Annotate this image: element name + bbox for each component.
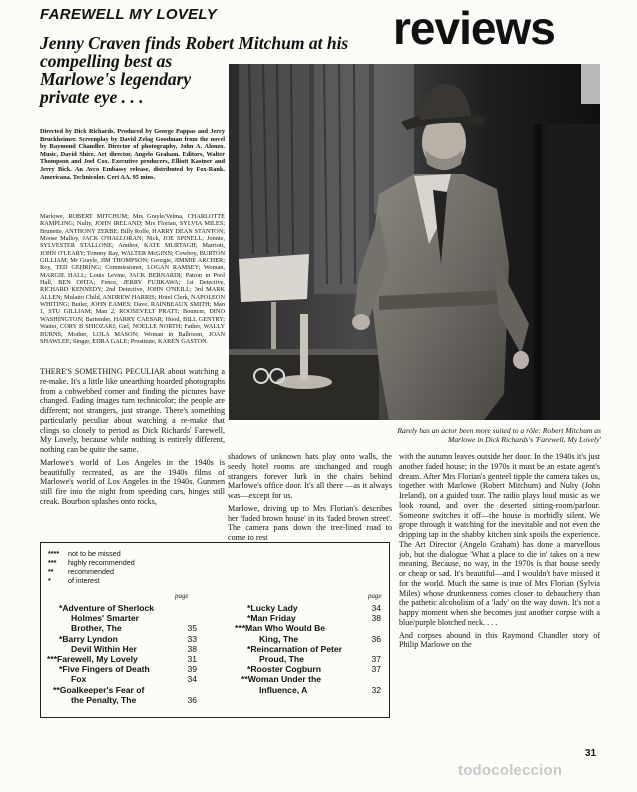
film-entry: **Woman Under the bbox=[241, 674, 322, 685]
film-entry: the Penalty, The 36 bbox=[71, 694, 197, 705]
article-kicker: FAREWELL MY LOVELY bbox=[40, 6, 218, 23]
legend-item: *** highly recommended bbox=[48, 558, 135, 567]
ratings-legend bbox=[48, 549, 135, 585]
article-column-3 bbox=[399, 452, 600, 650]
standfirst-line: Jenny Craven finds Robert Mitchum at his bbox=[40, 33, 349, 53]
caption-line: Rarely has an actor been more suited to a rôle: Robert Mitchum as bbox=[397, 426, 601, 435]
photo-caption bbox=[305, 426, 601, 444]
ratings-box bbox=[40, 542, 390, 718]
film-entry: Influence, A 32 bbox=[259, 684, 381, 695]
paragraph: shadows of unknown hats play onto walls, the seedy hotel rooms are unchanged and rough strangers forever lurk in the chairs behind Marlowe's office door. It's all there —as it always was—except for us. bbox=[228, 452, 392, 500]
film-still-photo bbox=[229, 64, 600, 420]
film-entry: **Goalkeeper's Fear of bbox=[53, 684, 145, 695]
film-entry: *Five Fingers of Death 39 bbox=[59, 664, 197, 675]
watermark: todocoleccion bbox=[458, 762, 563, 779]
standfirst-line: Marlowe's legendary bbox=[40, 69, 192, 89]
standfirst-line: private eye . . . bbox=[40, 87, 144, 107]
ratings-list-right bbox=[235, 603, 381, 695]
film-entry: Fox 34 bbox=[71, 674, 197, 685]
film-entry: ***Farewell, My Lovely 31 bbox=[47, 654, 197, 665]
paragraph: THERE'S SOMETHING PECULIAR about watching a re-make. It's a little like unearthing hoarded photographs from a cobwebbed corner and finding the pictures have changed. Fading images turn technicolor; the people are different; not strangers, just strange. There's something particularly peculiar about watching a re-make that clings so closely to period as Dick Richards' Farewell, My Lovely, because while nothing is entirely different, nothing can be quite the same. bbox=[40, 367, 225, 454]
film-entry: *Barry Lyndon 33 bbox=[59, 633, 197, 644]
article-column-2 bbox=[228, 452, 392, 543]
article-column-1 bbox=[40, 367, 225, 507]
ratings-list-left bbox=[47, 603, 197, 705]
film-entry: *Rooster Cogburn 37 bbox=[247, 664, 381, 675]
paragraph: Marlowe, driving up to Mrs Florian's describes her 'faded brown house' in its 'faded brown street'. The camera pans down the tree-lined road to come to rest bbox=[228, 503, 392, 542]
page-column-label: page bbox=[175, 592, 189, 600]
film-entry: *Reincarnation of Peter bbox=[247, 643, 343, 654]
paragraph: Marlowe's world of Los Angeles in the 1940s is beautifully recreated, as are the 1940s films of Marlowe's world of Los Angeles in the 1940s. Gunmen still fire into the night from speeding cars, hinges still creak. Bourbon splashes onto rocks, bbox=[40, 457, 225, 506]
cast-list: Marlowe, ROBERT MITCHUM; Mrs Grayle/Velma, CHARLOTTE RAMPLING; Nulty, JOHN IRELAND; Mrs Florian, SYLVIA MILES; Brunette, ANTHONY ZERBE; Billy Rolfe, HARRY DEAN STANTON; Moose Malloy, JACK O'HALLORAN; Nick, JOE SPINELL; Jonnie, SYLVESTER STALLONE; Amthor, KATE MURTAGH; Marriott, JOHN O'LEARY; Tommy Ray, WALTER McGINN; Cowboy, BURTON GILLIAM; Mr Grayle, JIM THOMPSON; Georgie, JIMMIE ARCHER; Roy, TED GEHRING; Commissioner, LOGAN RAMSEY; Woman, MARGIE HALL; Louis Levine, JACK BERNARDI; Patron in Pool Hall, BEN OHTA; Fence, JERRY FUJIKAWA; 1st Detective, RICHARD KENNEDY; 2nd Detective, JOHN O'NEILL; 3rd MARK ALLEN; Mulatto Child, ANDREW HARRIS; Hotel Clerk, NAPOLEON WHITING; Butler, JOHN EAMES; Dave, RAINBEAUX SMITH; Man 1, STU GILLIAM; Man 2, ROOSEVELT PRATT; Bouncer, DINO WASHINGTON; Bartender, HARRY CAESAR; Hood, BILL GENTRY; Waiter, CORY B SHIOZAKI; Girl, NOELLE NORTH; Father, WALLY BURNS; Mother, LOLA MASON; Woman in Ballroom, JOAN SHAWLEE; Singer, EDRA GALE; Prostitute, KAREN GASTON. bbox=[40, 213, 225, 345]
film-entry: Proud, The 37 bbox=[259, 654, 381, 665]
film-credits: Directed by Dick Richards. Produced by George Pappas and Jerry Bruckheimer. Screenplay by David Zelag Goodman from the novel by Raymond Chandler. Director of photography, John A. Alonzo. Music, David Shire. Art director, Angelo Graham. Editors, Walter Thompson and Joel Cox. Executive producers, Elliott Kastner and Jerry Bick. An Avco Embassy release, distributed by Fox-Rank. Americana. Technicolor. Cert AA. 95 mins. bbox=[40, 128, 225, 181]
film-entry: Devil Within Her 38 bbox=[71, 643, 197, 654]
film-entry: Brother, The 35 bbox=[71, 623, 197, 634]
paragraph: And corpses abound in this Raymond Chandler story of Philip Marlowe on the bbox=[399, 630, 600, 650]
paragraph: with the autumn leaves outside her door. In the 1940s it's just another faded house; in the 1970s it must be an estate agent's dream. After Mrs Florian's genteel tipple the camera takes us, together with Marlowe (Robert Mitchum) and Nulty (John Ireland), on a guided tour. The radio plays loud music as we look round, and over the deserted sitting-room/parlour. Someone switches it off—the house is morbidly silent. We grope through it watching for the inevitable and not even the dripping tap in the shabby kitchen sink spoils the experience. The Art Director (Angelo Graham) has done a marvellous job, but the dialogue 'What a place to die in' takes on a new meaning. Because, no way, in the 1970s is that house seedy or cheap or sad. It's beautiful—and I wouldn't have missed it for the world. Much the same is true of Mrs Florian (Sylvia Miles) whose drunkenness comes closer to debauchery than the pathetic alcoholism of a 'lady' on the way down. It's not a happy moment when she becomes just another corpse with a blue/purple blotched neck. . . . bbox=[399, 452, 600, 627]
film-entry: *Man Friday 38 bbox=[247, 613, 381, 624]
legend-item: ** recommended bbox=[48, 567, 114, 576]
film-entry: ***Man Who Would Be bbox=[235, 623, 326, 634]
film-entry: *Adventure of Sherlock bbox=[59, 603, 155, 613]
film-entry: Holmes' Smarter bbox=[71, 613, 139, 624]
standfirst-line: compelling best as bbox=[40, 51, 173, 71]
film-entry: *Lucky Lady 34 bbox=[247, 603, 381, 613]
section-masthead: reviews bbox=[393, 2, 555, 54]
legend-item: * of interest bbox=[48, 576, 100, 585]
film-entry: King, The 36 bbox=[259, 633, 381, 644]
legend-item: **** not to be missed bbox=[48, 549, 121, 558]
page-column-label: page bbox=[368, 592, 382, 600]
caption-line: Marlowe in Dick Richards's 'Farewell, My Lovely' bbox=[448, 435, 601, 444]
page-number: 31 bbox=[585, 748, 597, 759]
